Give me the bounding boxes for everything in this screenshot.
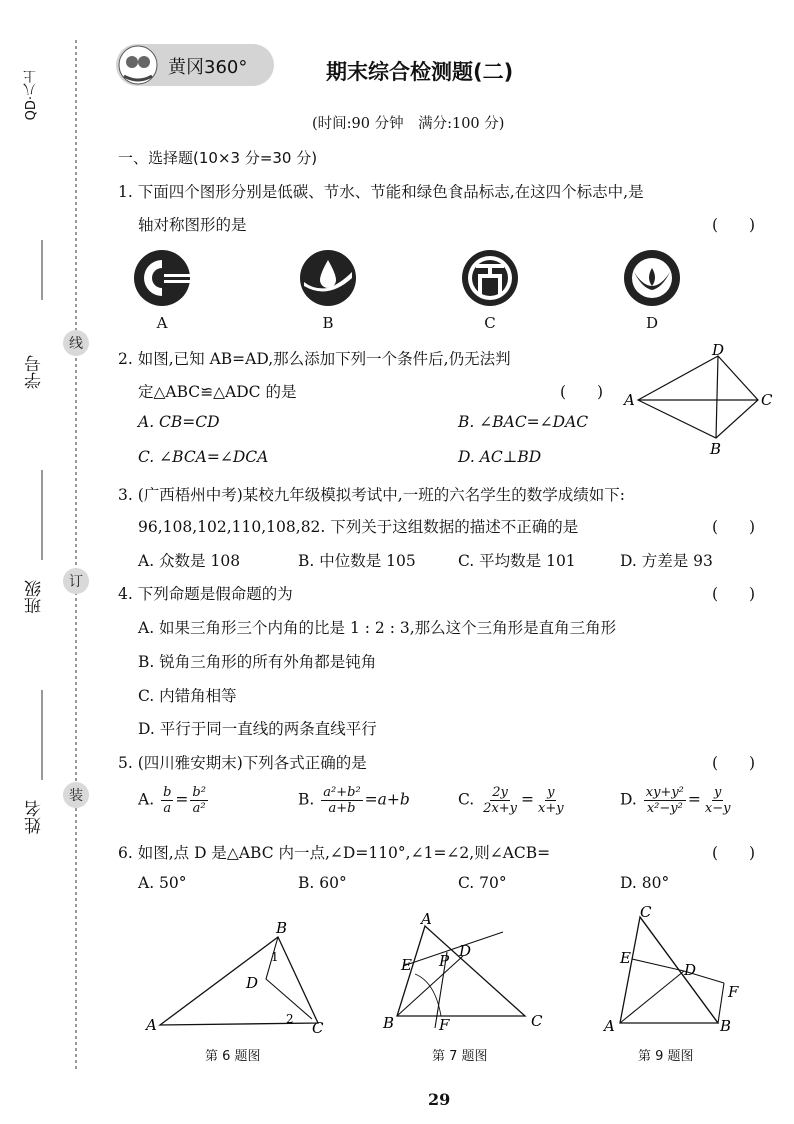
q2-fig-d: D — [712, 342, 725, 359]
q3-option-c: C. 平均数是 101 — [458, 552, 576, 570]
mark-zhuang: 装 — [63, 782, 89, 808]
brand-logo-icon — [116, 44, 160, 86]
q2-option-a: A. CB=CD — [138, 413, 220, 431]
q3-option-d: D. 方差是 93 — [620, 552, 713, 570]
banji-label: 班级 — [25, 580, 45, 614]
svg-text:B: B — [383, 1014, 395, 1032]
svg-text:2: 2 — [286, 1012, 294, 1026]
q5-option-c: C. $\frac{2y}{2x+y}$ = $\frac{y}{x+y}$ — [458, 785, 564, 816]
figure-9-caption: 第 9 题图 — [638, 1049, 694, 1064]
q2-fig-c: C — [761, 391, 773, 409]
page-number: 29 — [428, 1090, 451, 1109]
q2-option-c: C. ∠BCA=∠DCA — [138, 448, 269, 466]
q2-figure — [620, 342, 780, 457]
q3-option-a: A. 众数是 108 — [138, 552, 241, 570]
q6-answer-paren: ( ) — [712, 844, 756, 862]
logo-d-icon — [624, 250, 680, 306]
q1-label-b: B — [322, 314, 334, 332]
q1-line1: 1. 下面四个图形分别是低碳、节水、节能和绿色食品标志,在这四个标志中,是 — [118, 183, 644, 201]
q1-answer-paren: ( ) — [712, 216, 756, 234]
q5-option-a: A. $\frac{b}{a}$ = $\frac{\text{b²}}{\text{a²}}$ — [138, 785, 206, 816]
binding-lines — [0, 0, 100, 1124]
q5-line1: 5. (四川雅安期末)下列各式正确的是 — [118, 754, 367, 772]
q2-answer-paren: ( ) — [560, 383, 604, 401]
svg-text:C: C — [640, 905, 652, 921]
svg-text:P: P — [439, 952, 450, 970]
q5-answer-paren: ( ) — [712, 754, 756, 772]
svg-text:C: C — [531, 1012, 543, 1030]
svg-text:D: D — [246, 974, 259, 992]
svg-text:E: E — [620, 949, 631, 967]
svg-text:A: A — [146, 1016, 157, 1034]
svg-text:D: D — [684, 961, 697, 979]
logo-a-icon — [134, 250, 190, 306]
xingming-label: 姓名 — [25, 800, 45, 834]
q2-line2: 定△ABC≌△ADC 的是 — [138, 383, 297, 401]
q1-logos — [130, 248, 770, 312]
q4-option-b: B. 锐角三角形的所有外角都是钝角 — [138, 653, 377, 671]
series-label: QD·八上 — [24, 70, 39, 121]
svg-text:D: D — [459, 942, 472, 960]
q2-option-b: B. ∠BAC=∠DAC — [458, 413, 589, 431]
q3-line1: 3. (广西梧州中考)某校九年级模拟考试中,一班的六名学生的数学成绩如下: — [118, 486, 625, 504]
svg-text:A: A — [604, 1017, 615, 1035]
q1-label-c: C — [484, 314, 496, 332]
figure-6-caption: 第 6 题图 — [205, 1049, 261, 1064]
logo-c-icon — [462, 250, 518, 306]
svg-text:1: 1 — [271, 950, 279, 964]
page-title: 期末综合检测题(二) — [326, 60, 514, 84]
svg-text:F: F — [728, 983, 739, 1001]
q6-line1: 6. 如图,点 D 是△ABC 内一点,∠D=110°,∠1=∠2,则∠ACB= — [118, 844, 551, 862]
q2-fig-b: B — [710, 440, 722, 457]
section-heading: 一、选择题(10×3 分=30 分) — [118, 149, 318, 167]
q4-answer-paren: ( ) — [712, 585, 756, 603]
svg-text:C: C — [312, 1019, 324, 1035]
q4-option-c: C. 内错角相等 — [138, 687, 237, 705]
brand-badge — [116, 44, 274, 86]
q2-fig-a: A — [624, 391, 635, 409]
q1-line2: 轴对称图形的是 — [138, 216, 247, 234]
svg-text:E: E — [401, 956, 412, 974]
q3-line2: 96,108,102,110,108,82. 下列关于这组数据的描述不正确的是 — [138, 518, 579, 536]
q2-line1: 2. 如图,已知 AB=AD,那么添加下列一个条件后,仍无法判 — [118, 350, 511, 368]
logo-b-icon — [300, 250, 356, 306]
figure-7-caption: 第 7 题图 — [432, 1049, 488, 1064]
figure-9 — [600, 905, 750, 1035]
svg-text:B: B — [276, 919, 288, 937]
q1-label-a: A — [156, 314, 168, 332]
q6-option-c: C. 70° — [458, 874, 507, 892]
q1-label-d: D — [645, 314, 659, 332]
q6-option-b: B. 60° — [298, 874, 347, 892]
q6-option-a: A. 50° — [138, 874, 187, 892]
q5-option-b: B. $\frac{\text{a²+b²}}{a+b}$ =a+b — [298, 785, 410, 816]
mark-xian: 线 — [63, 330, 89, 356]
svg-text:F: F — [439, 1016, 450, 1034]
brand-text: 黄冈360° — [168, 57, 248, 78]
figure-6 — [140, 915, 340, 1035]
q4-line1: 4. 下列命题是假命题的为 — [118, 585, 293, 603]
q6-option-d: D. 80° — [620, 874, 670, 892]
q4-option-d: D. 平行于同一直线的两条直线平行 — [138, 720, 377, 738]
exam-meta: (时间:90 分钟 满分:100 分) — [312, 116, 505, 132]
q4-option-a: A. 如果三角形三个内角的比是 1 : 2 : 3,那么这个三角形是直角三角形 — [138, 619, 617, 637]
svg-text:B: B — [720, 1017, 732, 1035]
q2-option-d: D. AC⊥BD — [458, 448, 542, 466]
figure-7 — [375, 912, 555, 1036]
mark-ding: 订 — [63, 568, 89, 594]
q3-option-b: B. 中位数是 105 — [298, 552, 416, 570]
q3-answer-paren: ( ) — [712, 518, 756, 536]
xuehao-label: 学号 — [25, 355, 45, 389]
svg-text:A: A — [421, 912, 432, 928]
q5-option-d: D. $\frac{\text{xy+y²}}{\text{x²−y²}}$ = $\frac{y}{x-y}$ — [620, 785, 731, 816]
